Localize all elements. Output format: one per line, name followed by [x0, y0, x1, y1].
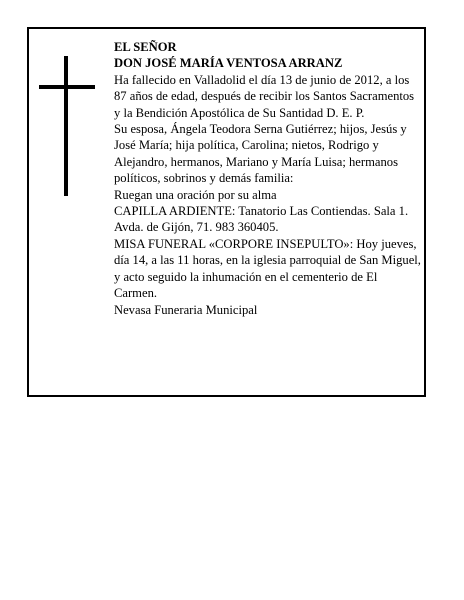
chapel-info: CAPILLA ARDIENTE: Tanatorio Las Contiendas. Sala 1. Avda. de Gijón, 71. 983 360405. — [114, 204, 409, 235]
notice-title: EL SEÑOR — [114, 40, 177, 54]
cross-icon — [64, 56, 68, 196]
prayer-request: Ruegan una oración por su alma — [114, 187, 277, 202]
funeral-home: Nevasa Funeraria Municipal — [114, 302, 258, 317]
cross-icon-crossbar — [39, 85, 95, 89]
death-notice: Ha fallecido en Valladolid el día 13 de junio de 2012, a los 87 años de edad, después de recibir los Santos Sacramentos y la Bendición Apostólica de Su Santidad D. E. P. — [114, 72, 415, 120]
funeral-mass-info: MISA FUNERAL «CORPORE INSEPULTO»: Hoy jueves, día 14, a las 11 horas, en la iglesia parroquial de San Miguel, y acto seguido la inhumación en el cementerio de El Carmen. — [114, 236, 421, 301]
family-list: Su esposa, Ángela Teodora Serna Gutiérrez; hijos, Jesús y José María; hija política, Carolina; nietos, Rodrigo y Alejandro, hermanos, Mariano y María Luisa; hermanos políticos, sobrinos y demás familia: — [114, 122, 407, 186]
obituary-text — [114, 39, 422, 318]
deceased-name: DON JOSÉ MARÍA VENTOSA ARRANZ — [114, 56, 343, 71]
